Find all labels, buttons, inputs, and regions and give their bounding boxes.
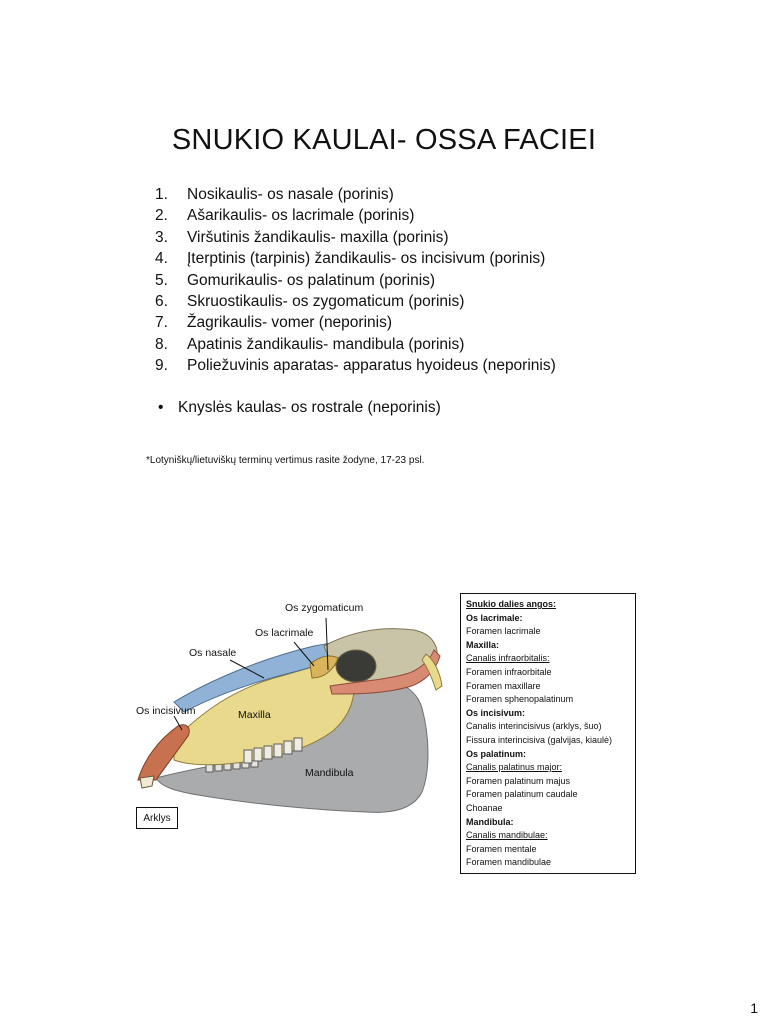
list-number: 9. — [155, 357, 168, 375]
list-text: Viršutinis žandikaulis- maxilla (porinis) — [187, 228, 449, 246]
list-text: Poliežuvinis aparatas- apparatus hyoideus (neporinis) — [187, 357, 556, 375]
list-text: Žagrikaulis- vomer (neporinis) — [187, 314, 393, 332]
legend-line: Os palatinum: — [466, 748, 527, 759]
list-number: 6. — [155, 293, 168, 311]
legend-line: Foramen mandibulae — [466, 857, 552, 868]
list-number: 4. — [155, 250, 168, 268]
list-text: Skruostikaulis- os zygomaticum (porinis) — [187, 293, 465, 311]
figure-caption-box: Arklys — [136, 807, 178, 829]
bone-list — [155, 184, 556, 377]
list-text: Įterptinis (tarpinis) žandikaulis- os incisivum (porinis) — [187, 250, 546, 268]
list-number: 5. — [155, 271, 168, 289]
list-item — [155, 334, 556, 355]
list-number: 1. — [155, 186, 168, 203]
orbit-shape — [336, 650, 376, 682]
footnote: *Lotyniškų/lietuviškų terminų vertimus rasite žodyne, 17-23 psl. — [146, 455, 425, 466]
label-os-zygomaticum: Os zygomaticum — [285, 602, 364, 614]
list-text: Gomurikaulis- os palatinum (porinis) — [187, 271, 436, 289]
list-number: 2. — [155, 207, 168, 225]
list-item — [155, 205, 556, 226]
list-item — [155, 270, 556, 291]
label-os-incisivum: Os incisivum — [136, 705, 196, 717]
legend-line: Foramen mentale — [466, 843, 537, 854]
page-title: SNUKIO KAULAI- OSSA FACIEI — [171, 124, 597, 156]
list-item — [155, 248, 556, 269]
list-item — [155, 312, 556, 333]
bullet-item — [158, 399, 441, 417]
label-os-nasale: Os nasale — [189, 647, 237, 659]
horse-skull-figure — [134, 590, 448, 820]
foramina-legend-box — [460, 593, 636, 874]
legend-line: Mandibula: — [466, 816, 514, 827]
bullet-symbol: • — [158, 399, 164, 416]
list-text: Apatinis žandikaulis- mandibula (porinis) — [187, 335, 465, 353]
legend-line: Canalis infraorbitalis: — [466, 653, 550, 664]
list-text: Nosikaulis- os nasale (porinis) — [187, 186, 394, 203]
legend-line: Foramen infraorbitale — [466, 666, 552, 677]
legend-line: Os incisivum: — [466, 707, 526, 718]
legend-line: Maxilla: — [466, 639, 500, 650]
list-item — [155, 291, 556, 312]
label-mandibula: Mandibula — [305, 767, 354, 779]
bullet-text: Knyslės kaulas- os rostrale (neporinis) — [178, 399, 441, 416]
list-number: 8. — [155, 335, 168, 353]
legend-line: Foramen lacrimale — [466, 626, 541, 637]
page-number: 1 — [750, 1000, 758, 1016]
legend-line: Choanae — [466, 802, 503, 813]
list-number: 7. — [155, 314, 168, 332]
list-item — [155, 184, 556, 205]
list-number: 3. — [155, 228, 168, 246]
legend-line: Foramen maxillare — [466, 680, 541, 691]
list-item — [155, 355, 556, 376]
legend-line: Fissura interincisiva (galvijas, kiaulė) — [466, 734, 613, 745]
label-maxilla: Maxilla — [238, 709, 271, 721]
legend-line: Canalis interincisivus (arklys, šuo) — [466, 721, 602, 732]
list-text: Ašarikaulis- os lacrimale (porinis) — [187, 207, 415, 225]
legend-line: Foramen palatinum majus — [466, 775, 571, 786]
legend-line: Os lacrimale: — [466, 612, 523, 623]
incisor-teeth — [140, 776, 154, 788]
legend-line: Foramen palatinum caudale — [466, 789, 578, 800]
label-os-lacrimale: Os lacrimale — [255, 627, 314, 639]
legend-line: Canalis palatinus major: — [466, 762, 563, 773]
legend-line: Snukio dalies angos: — [466, 599, 557, 609]
list-item — [155, 227, 556, 248]
legend-line: Foramen sphenopalatinum — [466, 694, 574, 705]
legend-line: Canalis mandibulae: — [466, 830, 548, 841]
